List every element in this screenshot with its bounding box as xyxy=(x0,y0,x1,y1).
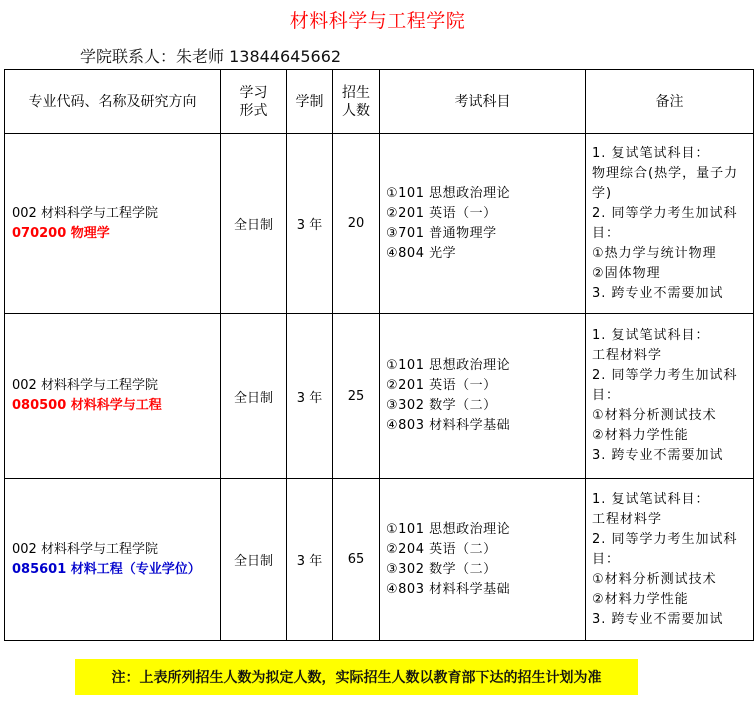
note-line: 1. 复试笔试科目： xyxy=(592,145,710,161)
note-line: 2. 同等学力考生加试科目： xyxy=(592,531,738,567)
note-line: ②固体物理 xyxy=(592,265,661,281)
mode-cell: 全日制 xyxy=(221,134,287,314)
college-name: 002 材料科学与工程学院 xyxy=(12,205,158,221)
college-name: 002 材料科学与工程学院 xyxy=(12,541,158,557)
college-name: 002 材料科学与工程学院 xyxy=(12,378,158,393)
exams-cell xyxy=(380,479,586,641)
header-years: 学制 xyxy=(287,70,333,134)
years-cell: 3 年 xyxy=(287,314,333,479)
note-line: 2. 同等学力考生加试科目： xyxy=(592,368,738,403)
header-major: 专业代码、名称及研究方向 xyxy=(5,70,221,134)
major-name: 085601 材料工程（专业学位） xyxy=(12,561,201,577)
exam-subject: ①101 思想政治理论 xyxy=(386,185,511,201)
note-line: ①材料分析测试技术 xyxy=(592,571,717,587)
exam-subject: ③701 普通物理学 xyxy=(386,225,497,241)
mode-cell: 全日制 xyxy=(221,314,287,479)
note-line: ①热力学与统计物理 xyxy=(592,245,717,261)
years-cell: 3 年 xyxy=(287,134,333,314)
header-mode: 学习 形式 xyxy=(221,70,287,134)
notes-cell xyxy=(586,314,754,479)
note-line: ②材料力学性能 xyxy=(592,591,689,607)
major-cell xyxy=(5,314,221,479)
table-row xyxy=(5,314,754,479)
page-title: 材料科学与工程学院 xyxy=(289,10,466,32)
admissions-table xyxy=(4,69,754,641)
note-line: 3. 跨专业不需要加试 xyxy=(592,611,724,627)
note-line: 物理综合(热学，量子力学) xyxy=(592,165,739,201)
note-line: 工程材料学 xyxy=(592,511,663,527)
exam-subject: ②201 英语（一） xyxy=(386,378,497,393)
note-line: ②材料力学性能 xyxy=(592,428,689,443)
exam-subject: ③302 数学（二） xyxy=(386,398,497,413)
exam-subject: ②204 英语（二） xyxy=(386,541,497,557)
exams-cell xyxy=(380,314,586,479)
mode-cell: 全日制 xyxy=(221,479,287,641)
note-line: ①材料分析测试技术 xyxy=(592,408,717,423)
major-cell xyxy=(5,479,221,641)
header-notes: 备注 xyxy=(586,70,754,134)
major-name: 080500 材料科学与工程 xyxy=(12,398,162,413)
major-cell xyxy=(5,134,221,314)
header-exams: 考试科目 xyxy=(380,70,586,134)
exam-subject: ②201 英语（一） xyxy=(386,205,497,221)
major-name: 070200 物理学 xyxy=(12,225,110,241)
note-line: 2. 同等学力考生加试科目： xyxy=(592,205,738,241)
notes-cell xyxy=(586,479,754,641)
exam-subject: ④803 材料科学基础 xyxy=(386,418,511,433)
exam-subject: ③302 数学（二） xyxy=(386,561,497,577)
footer-note: 注：上表所列招生人数为拟定人数，实际招生人数以教育部下达的招生计划为准 xyxy=(75,659,638,695)
quota-cell: 20 xyxy=(333,134,380,314)
note-line: 1. 复试笔试科目： xyxy=(592,328,710,343)
years-cell: 3 年 xyxy=(287,479,333,641)
note-line: 3. 跨专业不需要加试 xyxy=(592,448,724,463)
contact-line: 学院联系人：朱老师 13844645662 xyxy=(80,47,342,66)
exam-subject: ④804 光学 xyxy=(386,245,457,261)
notes-cell xyxy=(586,134,754,314)
table-row xyxy=(5,134,754,314)
header-quota: 招生 人数 xyxy=(333,70,380,134)
table-row xyxy=(5,479,754,641)
note-line: 1. 复试笔试科目： xyxy=(592,491,710,507)
quota-cell: 25 xyxy=(333,314,380,479)
note-line: 3. 跨专业不需要加试 xyxy=(592,285,724,301)
exam-subject: ④803 材料科学基础 xyxy=(386,581,511,597)
exam-subject: ①101 思想政治理论 xyxy=(386,521,511,537)
exam-subject: ①101 思想政治理论 xyxy=(386,358,511,373)
table-header-row xyxy=(5,70,754,134)
quota-cell: 65 xyxy=(333,479,380,641)
note-line: 工程材料学 xyxy=(592,348,663,363)
exams-cell xyxy=(380,134,586,314)
